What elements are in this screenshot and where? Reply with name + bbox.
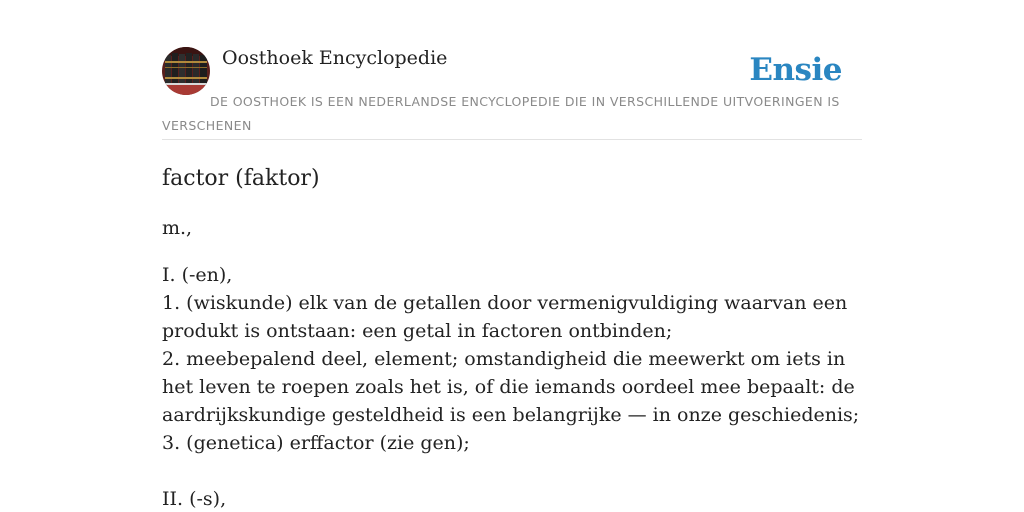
- encyclopedia-books-icon[interactable]: [162, 47, 210, 95]
- definition-line: I. (-en),: [162, 264, 233, 286]
- publication-header: [162, 46, 862, 140]
- definition-line: 3. (genetica) erffactor (zie gen);: [162, 432, 470, 454]
- definition-line: II. (-s),: [162, 488, 227, 510]
- publication-description: DE OOSTHOEK IS EEN NEDERLANDSE ENCYCLOPEDIE DIE IN VERSCHILLENDE UITVOERINGEN IS VERSCHENEN: [162, 94, 840, 133]
- definition-line: 1. (wiskunde) elk van de getallen door vermenigvuldiging waarvan een produkt is ontstaan: een getal in factoren ontbinden;: [162, 292, 848, 342]
- definition-line: 2. meebepalend deel, element; omstandigheid die meewerkt om iets in het leven te roepen zoals het is, of die iemands oordeel mee bepaalt: de aardrijkskundige gesteldheid is een belangrijke — in onze geschiedenis;: [162, 348, 860, 426]
- ensie-logo-link[interactable]: Ensie: [749, 52, 842, 88]
- entry-grammar: m.,: [162, 217, 193, 239]
- entry-definition: [162, 261, 862, 512]
- publication-title[interactable]: Oosthoek Encyclopedie: [222, 47, 448, 69]
- entry-content: [162, 162, 862, 512]
- entry-headword: factor (faktor): [162, 166, 320, 191]
